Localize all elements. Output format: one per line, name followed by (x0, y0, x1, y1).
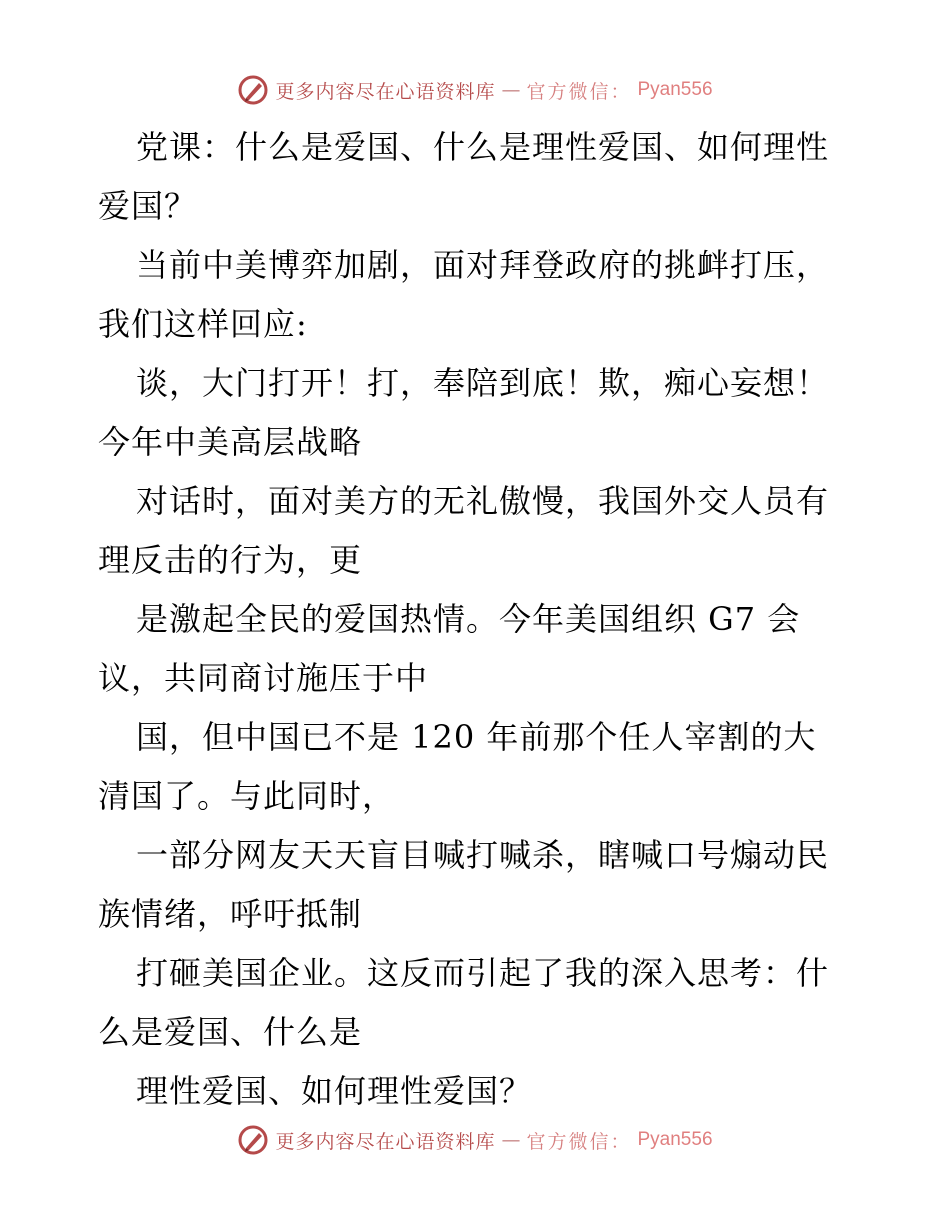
text-line: 清国了。与此同时， (98, 777, 396, 815)
text-line: 对话时，面对美方的无礼傲慢，我国外交人员有 (136, 482, 830, 520)
watermark-group (237, 74, 712, 106)
text-line: 当前中美博弈加剧，面对拜登政府的挑衅打压， (136, 246, 830, 284)
watermark-dash: — (501, 1129, 521, 1151)
watermark-wechat-label: 官方微信： (526, 1130, 632, 1153)
text-line: 打砸美国企业。这反而引起了我的深入思考：什 (136, 954, 830, 992)
text-line: 谈，大门打开！打，奉陪到底！欺，痴心妄想！ (136, 364, 830, 402)
watermark-dash: — (501, 79, 521, 101)
text-line: 理反击的行为，更 (98, 541, 363, 579)
text-line: 我们这样回应: (98, 305, 308, 343)
watermark-wechat-label: 官方微信： (526, 80, 632, 103)
text-line: 议，共同商讨施压于中 (98, 659, 429, 697)
footer-watermark (0, 1120, 950, 1160)
watermark-wechat-id: Pyan556 (637, 1129, 713, 1150)
text-line: 理性爱国、如何理性爱国？ (136, 1072, 533, 1110)
pen-logo-icon (237, 1124, 269, 1156)
text-line: 么是爱国、什么是 (98, 1013, 363, 1051)
text-line: 党课：什么是爱国、什么是理性爱国、如何理性 (136, 128, 830, 166)
header-watermark (0, 70, 950, 110)
text-line: 国，但中国已不是 120 年前那个任人宰割的大 (136, 718, 817, 756)
text-line: 一部分网友天天盲目喊打喊杀，瞎喊口号煽动民 (136, 836, 830, 874)
watermark-wechat-id: Pyan556 (637, 79, 713, 100)
text-line: 爱国？ (98, 187, 198, 225)
watermark-group (237, 1124, 712, 1156)
document-body (98, 118, 858, 1121)
text-line: 是激起全民的爱国热情。今年美国组织 G7 会 (136, 600, 801, 638)
watermark-text: 更多内容尽在心语资料库 (275, 80, 496, 103)
watermark-text: 更多内容尽在心语资料库 (275, 1130, 496, 1153)
pen-logo-icon (237, 74, 269, 106)
text-line: 今年中美高层战略 (98, 423, 363, 461)
text-line: 族情绪，呼吁抵制 (98, 895, 363, 933)
